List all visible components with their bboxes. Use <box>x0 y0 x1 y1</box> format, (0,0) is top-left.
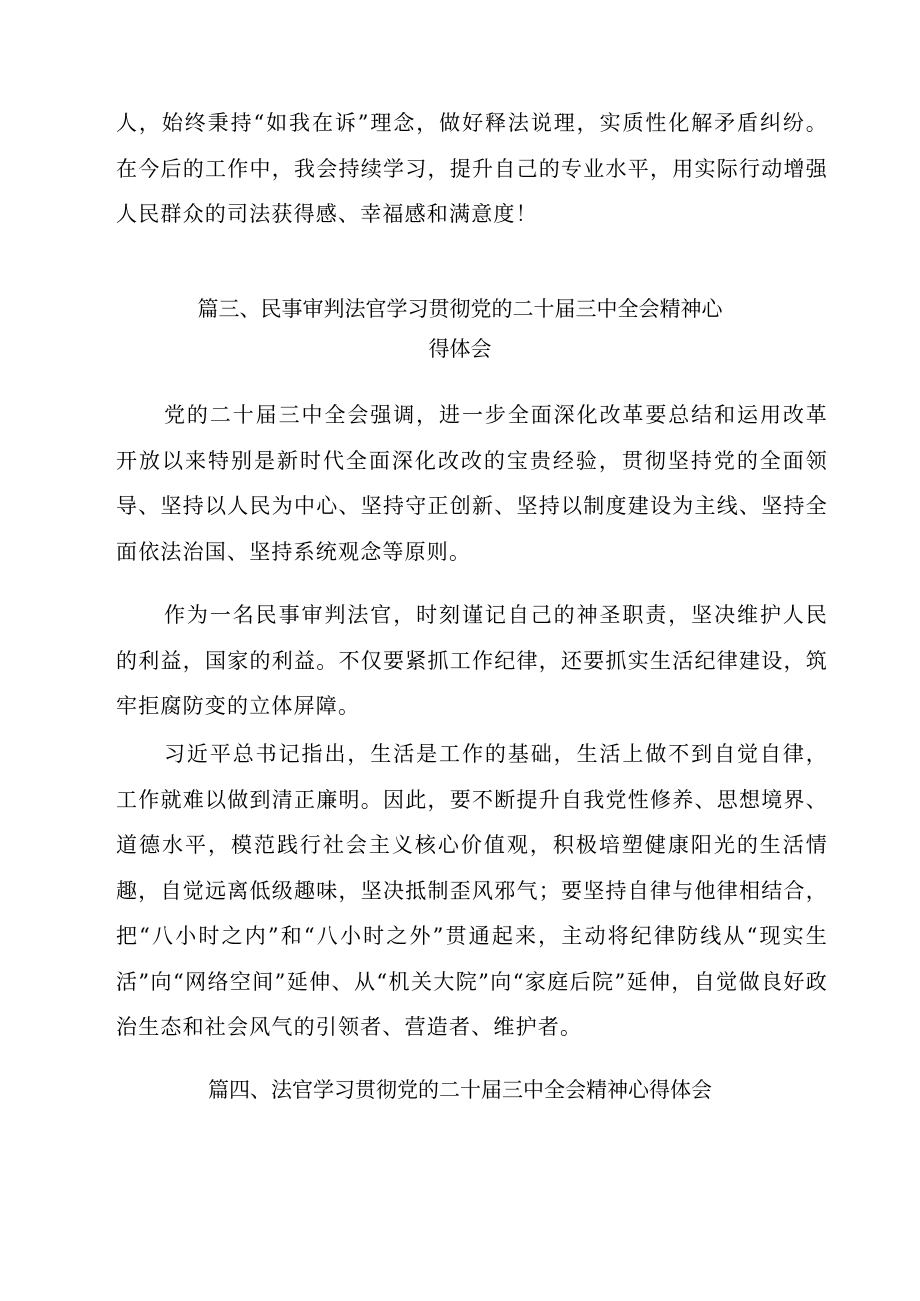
section-heading-3 <box>100 289 820 369</box>
paragraph-third-plenum: 党的二十届三中全会强调，进一步全面深化改革要总结和运用改革开放以来特别是新时代全面深化改改的宝贵经验，贯彻坚持党的全面领导、坚持以人民为中心、坚持守正创新、坚持以制度建设为主线、坚持全面依法治国、坚持系统观念等原则。 <box>116 403 828 564</box>
paragraph-continuation: 人，始终秉持“如我在诉”理念，做好释法说理，实质性化解矛盾纠纷。在今后的工作中，我会持续学习，提升自己的专业水平，用实际行动增强人民群众的司法获得感、幸福感和满意度！ <box>116 111 828 226</box>
paragraph-life-discipline: 习近平总书记指出，生活是工作的基础，生活上做不到自觉自律，工作就难以做到清正廉明。因此，要不断提升自我党性修养、思想境界、道德水平，模范践行社会主义核心价值观，积极培塑健康阳光的生活情趣，自觉远离低级趣味，坚决抵制歪风邪气；要坚持自律与他律相结合，把“八小时之内”和“八小时之外”贯通起来，主动将纪律防线从“现实生活”向“网络空间”延伸、从“机关大院”向“家庭后院”延伸，自觉做良好政治生态和社会风气的引领者、营造者、维护者。 <box>116 742 828 1039</box>
section-heading-3-line-2: 得体会 <box>428 337 492 361</box>
section-heading-3-line-1: 篇三、民事审判法官学习贯彻党的二十届三中全会精神心 <box>197 297 723 321</box>
paragraph-judge-duty: 作为一名民事审判法官，时刻谨记自己的神圣职责，坚决维护人民的利益，国家的利益。不仅要紧抓工作纪律，还要抓实生活纪律建设，筑牢拒腐防变的立体屏障。 <box>116 603 828 718</box>
section-heading-4: 篇四、法官学习贯彻党的二十届三中全会精神心得体会 <box>208 1078 712 1102</box>
